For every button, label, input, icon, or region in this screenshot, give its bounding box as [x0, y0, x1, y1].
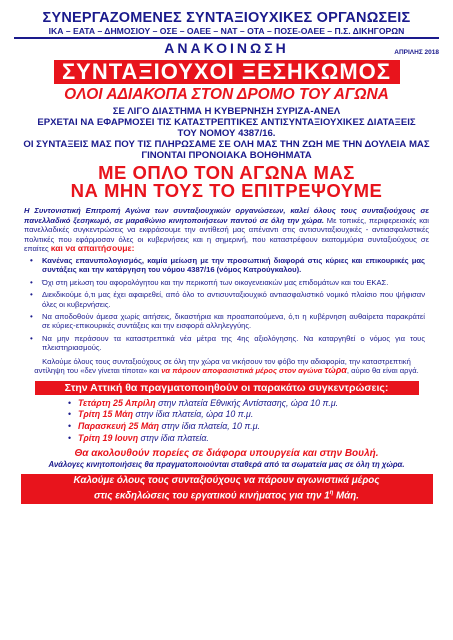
demand-item	[30, 290, 425, 309]
org-title: ΣΥΝΕΡΓΑΖΟΜΕΝΕΣ ΣΥΝΤΑΞΙΟΥΧΙΚΕΣ ΟΡΓΑΝΩΣΕΙΣ	[42, 10, 411, 26]
issue-date: ΑΠΡΙΛΗΣ 2018	[394, 49, 439, 56]
final-line-2-text: στις εκδηλώσεις του εργατικού κινήματος για την 1	[94, 490, 330, 502]
gathering-info: στην ίδια πλατεία, ώρα 10 π.μ.	[135, 409, 254, 420]
bullet-icon: •	[30, 255, 33, 265]
intro-line-3: ΤΟΥ ΝΟΜΟΥ 4387/16.	[177, 128, 276, 139]
demand-text: Κανένας επανυπολογισμός, καμία μείωση με την προσωπική διαφορά στις κύριες και επικουρικές μας συντάξεις και την κατάργηση του νόμου 4387/16 (νόμος Κατρούγκαλου).	[42, 255, 425, 275]
final-superscript: η	[329, 490, 334, 497]
demand-item	[30, 256, 425, 275]
gathering-item	[68, 398, 439, 410]
bullet-icon: •	[30, 277, 33, 287]
gathering-info: στην ίδια πλατεία.	[140, 432, 209, 443]
bullet-icon: •	[68, 409, 72, 420]
demand-text: Να μην περάσουν τα καταστρεπτικά νέα μέτρα της 4ης αξιολόγησης. Να καταργηθεί ο νόμος για τους πλειστηριασμούς.	[42, 333, 425, 353]
demands-list	[14, 256, 439, 353]
gathering-date: Τετάρτη 25 Απρίλη	[78, 397, 156, 408]
demand-item	[30, 334, 425, 353]
gathering-date: Παρασκευή 25 Μάη	[78, 421, 159, 431]
header-divider	[14, 37, 439, 39]
intro-line-4: ΟΙ ΣΥΝΤΑΞΕΙΣ ΜΑΣ ΠΟΥ ΤΙΣ ΠΛΗΡΩΣΑΜΕ ΣΕ ΟΛΗ ΜΑΣ ΤΗΝ ΖΩΗ ΜΕ ΤΗΝ ΔΟΥΛΕΙΑ ΜΑΣ	[23, 139, 430, 150]
call-paragraph	[14, 206, 439, 254]
org-subtitle: ΙΚΑ – ΕΑΤΑ – ΔΗΜΟΣΙΟΥ – ΟΣΕ – ΟΑΕΕ – ΝΑΤ – ΟΤΑ – ΠΟΣΕ-ΟΑΕΕ – Π.Σ. ΔΙΚΗΓΟΡΩΝ	[48, 26, 405, 36]
final-banner	[21, 474, 433, 504]
call-paragraph-rest: Με τοπικές, περιφερειακές και πανελλαδικές συγκεντρώσεις να εκφράσουμε την αντίθεσή μας απέναντι στις αντισυνταξιουχικές - αντιασφαλιστικές πολιτικές που εφάρμοσαν όλες οι κυβερνήσεις και η σημερινή, που καταστρέφουν εκατομμύρια συνταξιούχους σε επαίτες	[24, 215, 429, 254]
demand-text: Να αποδοθούν άμεσα χωρίς αιτήσεις, δικαστήρια και προαπαιτούμενα, ό,τι η κυβέρνηση αυθαίρετα παρακράτεί σε κύριες-επικουρικές συντάξεις και την εισφορά αλληλεγγύης.	[42, 312, 425, 331]
gathering-item	[68, 409, 439, 421]
mobilization-note: Ανάλογες κινητοποιήσεις θα πραγματοποιούνται σταθερά από τα σωματεία μας σε όλη τη χώρα.	[48, 460, 405, 470]
gathering-item	[68, 433, 439, 445]
gathering-item	[68, 421, 439, 433]
demand-text: Όχι στη μείωση του αφορολόγητου και την περικοπή των οικογενειακών μας επιδομάτων και του ΕΚΑΣ.	[42, 277, 389, 287]
gathering-date: Τρίτη 15 Μάη	[78, 409, 133, 420]
main-banner: ΣΥΝΤΑΞΙΟΥΧΟΙ ΞΕΣΗΚΩΜΟΣ	[54, 60, 400, 84]
gathering-info: στην πλατεία Εθνικής Αντίστασης, ώρα 10 π.μ.	[158, 397, 339, 408]
appeal-text-4: , αύριο θα είναι αργά.	[346, 366, 419, 376]
final-line-2-end: Μάη.	[333, 490, 359, 502]
demand-item	[30, 312, 425, 331]
final-line-2	[21, 487, 433, 502]
announcement-heading: ΑΝΑΚΟΙΝΩΣΗ	[164, 40, 289, 56]
appeal-text-2: να πάρουν αποφασιστικά μέρος στον αγώνα	[161, 366, 323, 376]
call-paragraph-italic: Η Συντονιστική Επιτροπή Αγώνα των συνταξιουχικών οργανώσεων, καλεί όλους τους συνταξιούχους σε πανελλαδικό ξεσηκωμό, σε μαραθώνιο κινητοποιήσεων παντού σε όλη την χώρα.	[24, 206, 429, 225]
bullet-icon: •	[68, 421, 72, 431]
appeal-text-1: Καλούμε όλους τους συνταξιούχους σε όλη την χώρα να νικήσουν τον φόβο την αδιαφορία, την καταστρεπτική αντίληψη του «δεν γίνεται τίποτα» και	[34, 356, 411, 376]
demands-label: και να απαιτήσουμε:	[50, 243, 135, 254]
intro-line-1: ΣΕ ΛΙΓΟ ΔΙΑΣΤΗΜΑ Η ΚΥΒΕΡΝΗΣΗ ΣΥΡΙΖΑ-ΑΝΕΛ	[112, 106, 341, 117]
appeal-text-now: τώρα	[324, 365, 347, 376]
bullet-icon: •	[68, 432, 72, 443]
intro-line-2: ΕΡΧΕΤΑΙ ΝΑ ΕΦΑΡΜΟΣΕΙ ΤΙΣ ΚΑΤΑΣΤΡΕΠΤΙΚΕΣ ΑΝΤΙΣΥΝΤΑΞΙΟΥΧΙΚΕΣ ΔΙΑΤΑΞΕΙΣ	[37, 117, 416, 128]
slogan-weapon-line-2: ΝΑ ΜΗΝ ΤΟΥΣ ΤΟ ΕΠΙΤΡΕΨΟΥΜΕ	[70, 180, 383, 201]
intro-line-5: ΓΙΝΟΝΤΑΙ ΠΡΟΝΟΙΑΚΑ ΒΟΗΘΗΜΑΤΑ	[141, 150, 312, 161]
slogan-weapon-line-1: ΜΕ ΟΠΛΟ ΤΟΝ ΑΓΩΝΑ ΜΑΣ	[98, 162, 355, 183]
gatherings-list	[14, 398, 439, 444]
demand-text: Διεκδικούμε ό,τι μας έχει αφαιρεθεί, από όλο το αντισυνταξιουχικό αντιασφαλιστικό νομικό πλαίσιο που ψήφισαν όλες οι κυβερνήσεις.	[42, 290, 425, 309]
demand-item	[30, 278, 425, 287]
marches-note: Θα ακολουθούν πορείες σε διάφορα υπουργεία και στην Βουλή.	[74, 448, 379, 460]
gathering-date: Τρίτη 19 Ιουνη	[78, 432, 139, 443]
bullet-icon: •	[68, 397, 72, 408]
attica-banner: Στην Αττική θα πραγματοποιηθούν οι παρακάτω συγκεντρώσεις:	[35, 381, 419, 395]
appeal-paragraph	[14, 357, 439, 376]
bullet-icon: •	[30, 333, 33, 343]
bullet-icon: •	[30, 312, 33, 321]
bullet-icon: •	[30, 290, 33, 300]
gathering-info: στην ίδια πλατεία, 10 π.μ.	[161, 421, 260, 431]
final-line-1: Καλούμε όλους τους συνταξιούχους να πάρουν αγωνιστικά μέρος	[73, 475, 380, 487]
slogan-struggle: ΟΛΟΙ ΑΔΙΑΚΟΠΑ ΣΤΟΝ ΔΡΟΜΟ ΤΟΥ ΑΓΩΝΑ	[64, 86, 389, 103]
